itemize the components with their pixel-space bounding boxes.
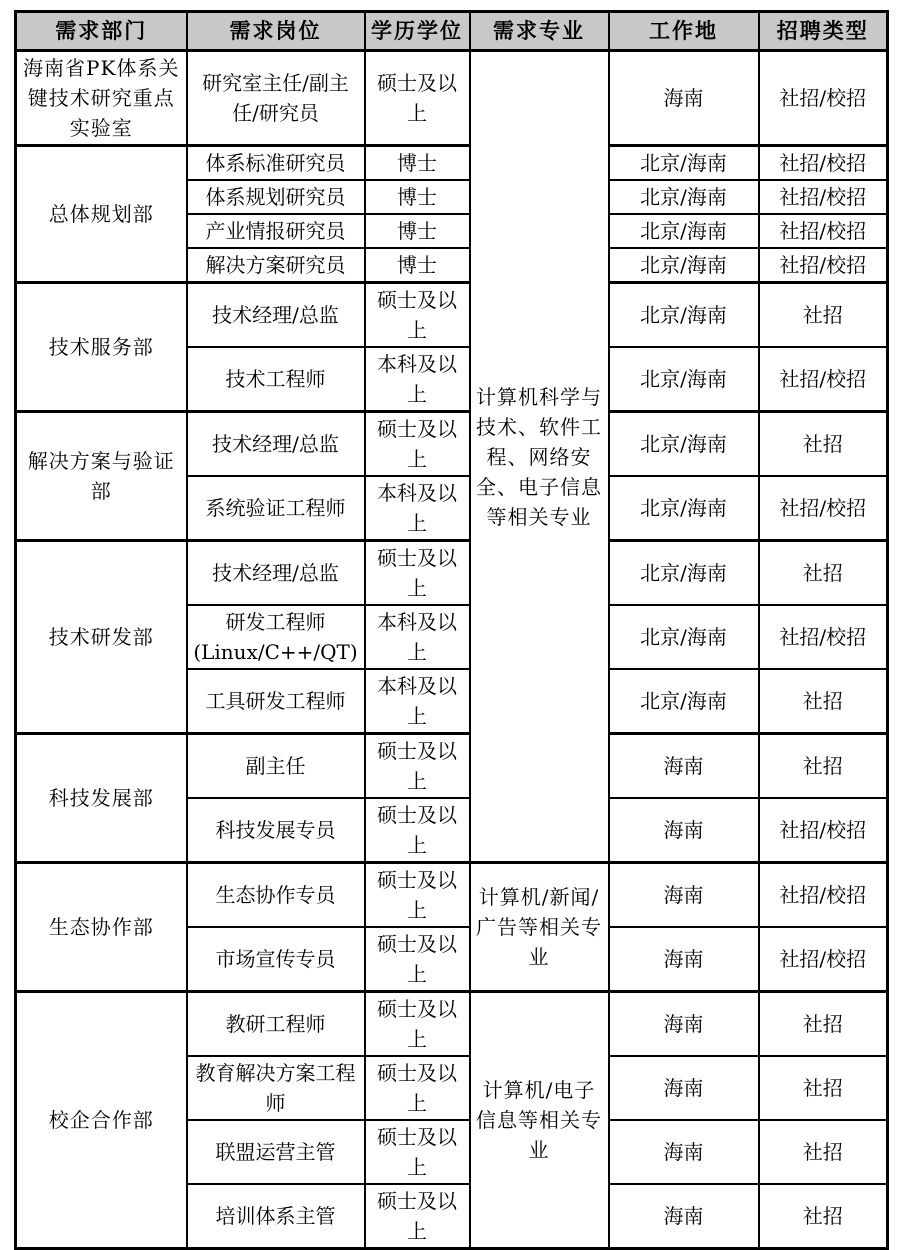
- position-cell: 生态协作专员: [187, 863, 365, 928]
- degree-cell: 硕士及以上: [365, 1056, 470, 1120]
- location-cell: 北京/海南: [609, 476, 759, 541]
- position-cell: 研发工程师(Linux/C++/QT): [187, 605, 365, 669]
- position-cell: 教育解决方案工程师: [187, 1056, 365, 1120]
- degree-cell: 本科及以上: [365, 605, 470, 669]
- position-cell: 工具研发工程师: [187, 669, 365, 734]
- department-cell: 总体规划部: [16, 146, 187, 283]
- location-cell: 北京/海南: [609, 214, 759, 248]
- department-cell: 技术服务部: [16, 283, 187, 412]
- degree-cell: 硕士及以上: [365, 412, 470, 477]
- recruit-type-cell: 社招/校招: [759, 605, 888, 669]
- position-cell: 联盟运营主管: [187, 1120, 365, 1184]
- recruit-type-cell: 社招/校招: [759, 927, 888, 992]
- location-cell: 北京/海南: [609, 248, 759, 283]
- degree-cell: 博士: [365, 180, 470, 214]
- table-row: [16, 992, 888, 1057]
- degree-cell: 硕士及以上: [365, 798, 470, 863]
- degree-cell: 硕士及以上: [365, 1184, 470, 1249]
- position-cell: 技术经理/总监: [187, 283, 365, 348]
- recruit-type-cell: 社招: [759, 1120, 888, 1184]
- location-cell: 海南: [609, 1056, 759, 1120]
- table-row: [16, 541, 888, 606]
- position-cell: 培训体系主管: [187, 1184, 365, 1249]
- location-cell: 北京/海南: [609, 669, 759, 734]
- department-cell: 技术研发部: [16, 541, 187, 734]
- department-cell: 生态协作部: [16, 863, 187, 992]
- department-cell: 海南省PK体系关键技术研究重点实验室: [16, 51, 187, 146]
- degree-cell: 硕士及以上: [365, 992, 470, 1057]
- major-cell: 计算机/电子信息等相关专业: [470, 992, 609, 1249]
- location-cell: 海南: [609, 927, 759, 992]
- position-cell: 解决方案研究员: [187, 248, 365, 283]
- table-row: [16, 146, 888, 181]
- degree-cell: 博士: [365, 214, 470, 248]
- header-cell-4: 工作地: [609, 12, 759, 51]
- recruit-type-cell: 社招/校招: [759, 798, 888, 863]
- recruit-type-cell: 社招: [759, 734, 888, 799]
- degree-cell: 硕士及以上: [365, 863, 470, 928]
- degree-cell: 硕士及以上: [365, 283, 470, 348]
- position-cell: 研究室主任/副主任/研究员: [187, 51, 365, 146]
- recruit-type-cell: 社招/校招: [759, 347, 888, 412]
- location-cell: 北京/海南: [609, 347, 759, 412]
- major-cell: 计算机科学与技术、软件工程、网络安全、电子信息等相关专业: [470, 51, 609, 863]
- location-cell: 北京/海南: [609, 283, 759, 348]
- recruit-type-cell: 社招/校招: [759, 214, 888, 248]
- location-cell: 北京/海南: [609, 605, 759, 669]
- position-cell: 产业情报研究员: [187, 214, 365, 248]
- table-row: [16, 863, 888, 928]
- recruit-type-cell: 社招/校招: [759, 146, 888, 181]
- department-cell: 校企合作部: [16, 992, 187, 1249]
- degree-cell: 硕士及以上: [365, 734, 470, 799]
- table-body: [16, 51, 888, 1249]
- location-cell: 海南: [609, 992, 759, 1057]
- position-cell: 市场宣传专员: [187, 927, 365, 992]
- header-cell-5: 招聘类型: [759, 12, 888, 51]
- recruit-type-cell: 社招/校招: [759, 248, 888, 283]
- location-cell: 北京/海南: [609, 146, 759, 181]
- position-cell: 科技发展专员: [187, 798, 365, 863]
- recruit-type-cell: 社招: [759, 541, 888, 606]
- degree-cell: 硕士及以上: [365, 51, 470, 146]
- recruit-type-cell: 社招/校招: [759, 51, 888, 146]
- header-cell-2: 学历学位: [365, 12, 470, 51]
- location-cell: 北京/海南: [609, 180, 759, 214]
- location-cell: 海南: [609, 734, 759, 799]
- degree-cell: 本科及以上: [365, 476, 470, 541]
- location-cell: 海南: [609, 51, 759, 146]
- degree-cell: 博士: [365, 146, 470, 181]
- header-row: [16, 12, 888, 51]
- recruit-type-cell: 社招: [759, 412, 888, 477]
- recruit-type-cell: 社招: [759, 283, 888, 348]
- header-cell-0: 需求部门: [16, 12, 187, 51]
- degree-cell: 博士: [365, 248, 470, 283]
- position-cell: 体系标准研究员: [187, 146, 365, 181]
- recruit-type-cell: 社招: [759, 1056, 888, 1120]
- header-cell-1: 需求岗位: [187, 12, 365, 51]
- department-cell: 科技发展部: [16, 734, 187, 863]
- position-cell: 教研工程师: [187, 992, 365, 1057]
- degree-cell: 硕士及以上: [365, 1120, 470, 1184]
- major-cell: 计算机/新闻/广告等相关专业: [470, 863, 609, 992]
- recruit-type-cell: 社招/校招: [759, 863, 888, 928]
- department-cell: 解决方案与验证部: [16, 412, 187, 541]
- location-cell: 海南: [609, 1120, 759, 1184]
- position-cell: 技术工程师: [187, 347, 365, 412]
- recruit-type-cell: 社招: [759, 1184, 888, 1249]
- table-header: [16, 12, 888, 51]
- recruit-type-cell: 社招/校招: [759, 476, 888, 541]
- recruit-type-cell: 社招: [759, 669, 888, 734]
- table-row: [16, 51, 888, 146]
- table-row: [16, 283, 888, 348]
- recruitment-positions-table: [14, 10, 889, 1250]
- position-cell: 技术经理/总监: [187, 412, 365, 477]
- table-row: [16, 734, 888, 799]
- position-cell: 副主任: [187, 734, 365, 799]
- location-cell: 北京/海南: [609, 541, 759, 606]
- header-cell-3: 需求专业: [470, 12, 609, 51]
- location-cell: 海南: [609, 798, 759, 863]
- location-cell: 海南: [609, 1184, 759, 1249]
- recruit-type-cell: 社招/校招: [759, 180, 888, 214]
- table-row: [16, 412, 888, 477]
- position-cell: 体系规划研究员: [187, 180, 365, 214]
- location-cell: 北京/海南: [609, 412, 759, 477]
- degree-cell: 硕士及以上: [365, 541, 470, 606]
- degree-cell: 本科及以上: [365, 347, 470, 412]
- position-cell: 系统验证工程师: [187, 476, 365, 541]
- degree-cell: 本科及以上: [365, 669, 470, 734]
- location-cell: 海南: [609, 863, 759, 928]
- degree-cell: 硕士及以上: [365, 927, 470, 992]
- position-cell: 技术经理/总监: [187, 541, 365, 606]
- recruit-type-cell: 社招: [759, 992, 888, 1057]
